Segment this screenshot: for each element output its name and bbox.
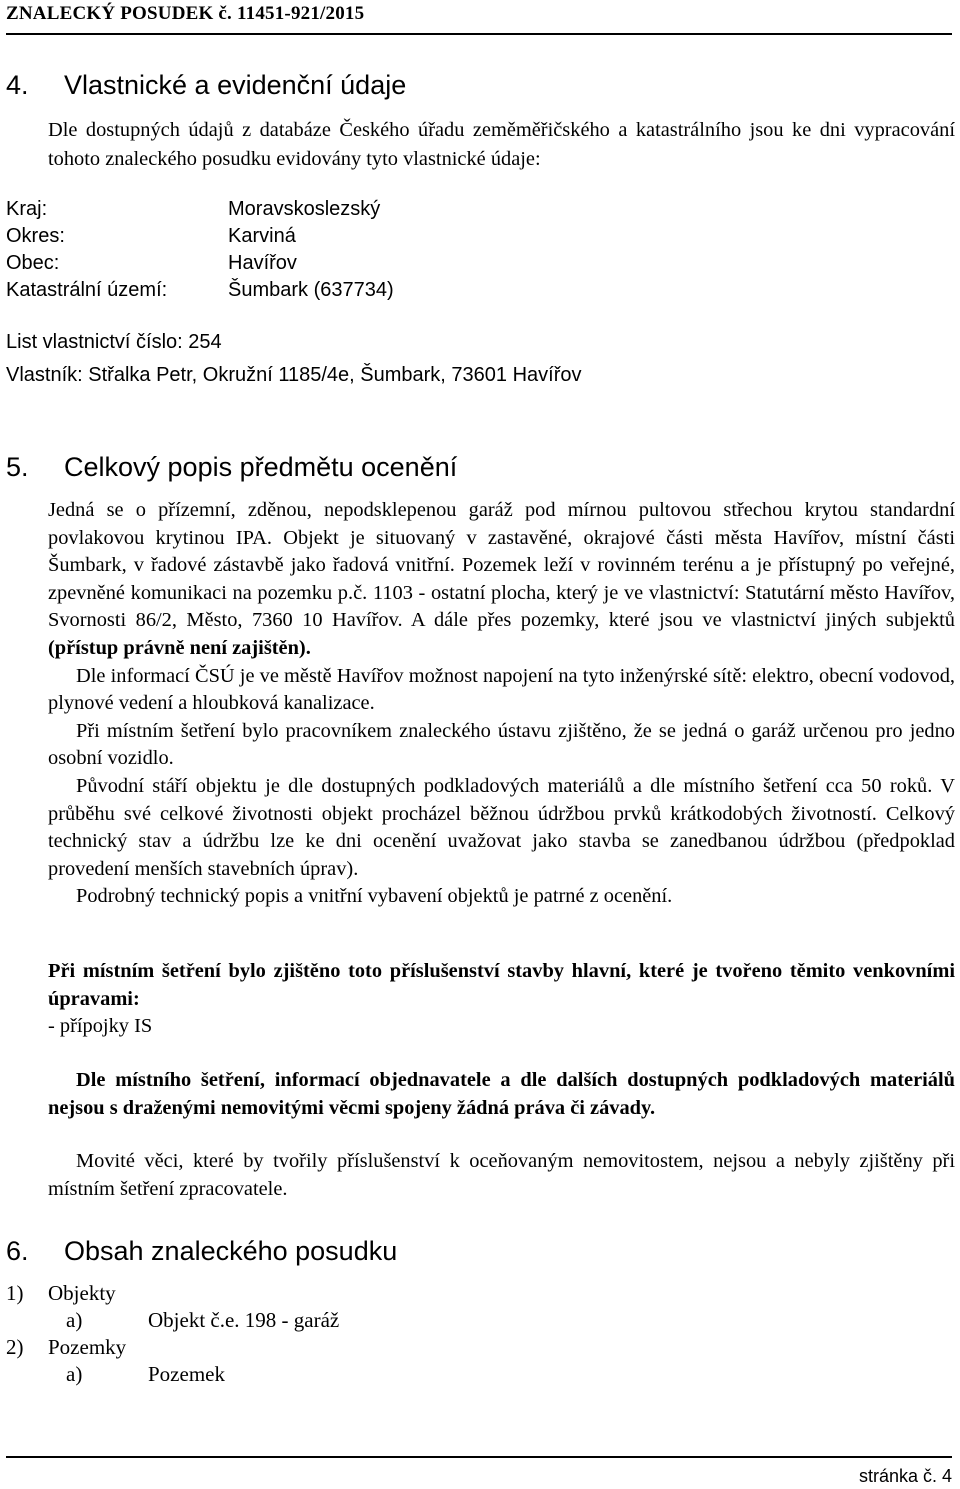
section-4-heading [6, 70, 406, 101]
header-divider [6, 33, 952, 35]
ownership-sheet-value: 254 [188, 331, 222, 353]
document-header-title: ZNALECKÝ POSUDEK č. 11451-921/2015 [6, 3, 365, 24]
sublist-item-letter: a) [66, 1362, 83, 1386]
sublist-item-letter: a) [66, 1308, 83, 1332]
district-label: Okres: [6, 225, 65, 247]
ownership-sheet-line [6, 331, 222, 354]
list-item-text: Objekty [48, 1281, 116, 1305]
inspection-paragraph: Při místním šetření bylo pracovníkem znaleckého ústavu zjištěno, že se jedná o garáž určenou pro jedno osobní vozidlo. [48, 719, 955, 770]
section-6-title: Obsah znaleckého posudku [64, 1236, 398, 1266]
section-5-heading [6, 452, 457, 483]
details-paragraph: Podrobný technický popis a vnitřní vybavení objektů je patrné z ocenění. [76, 885, 673, 908]
footer-divider [6, 1456, 952, 1458]
access-not-secured-note: (přístup právně není zajištěn). [48, 636, 311, 659]
municipality-value: Havířov [228, 252, 297, 274]
region-label: Kraj: [6, 198, 48, 220]
municipality-label: Obec: [6, 252, 60, 274]
content-list-item-2 [6, 1334, 127, 1362]
section-4-number: 4. [6, 70, 29, 100]
section-6-number: 6. [6, 1236, 29, 1266]
sublist-item-text: Objekt č.e. 198 - garáž [148, 1308, 340, 1332]
encumbrance-paragraph [48, 1067, 955, 1122]
content-sublist-item-2 [66, 1361, 225, 1389]
section-5-title: Celkový popis předmětu ocenění [64, 452, 458, 482]
section-6-heading [6, 1236, 397, 1267]
owner-line [6, 364, 581, 387]
owner-label: Vlastník: [6, 364, 83, 386]
section-4-title: Vlastnické a evidenční údaje [64, 70, 407, 100]
section-4-intro: Dle dostupných údajů z databáze Českého úřadu zeměměřičského a katastrálního jsou ke dni vypracování tohoto znaleckého posudku evidovány tyto vlastnické údaje: [48, 119, 955, 170]
district-value: Karviná [228, 225, 296, 247]
age-paragraph: Původní stáří objektu je dle dostupných podkladových materiálů a dle místního šetření cca 50 roků. V průběhu své celkové životnosti objekt procházel běžnou údržbou prvků krátkodobých životností. Celkový technický stav a údržbu lze ke dni ocenění uvažovat jako stavba se zanedbanou údržbou (předpoklad provedení menších stavebních úprav). [48, 774, 955, 880]
ownership-sheet-label: List vlastnictví číslo: [6, 331, 183, 353]
cadastral-area-label: Katastrální území: [6, 279, 168, 301]
page-number: stránka č. 4 [858, 1466, 952, 1486]
list-item-text: Pozemky [48, 1335, 127, 1359]
utilities-paragraph: Dle informací ČSÚ je ve městě Havířov možnost napojení na tyto inženýrské sítě: elektro, obecní vodovod, plynové vedení a hloubková kanalizace. [48, 664, 955, 715]
region-value: Moravskoslezský [228, 198, 381, 220]
accessories-item: - přípojky IS [48, 1015, 153, 1037]
list-item-number: 1) [6, 1281, 24, 1305]
section-5-body [48, 497, 955, 911]
sublist-item-text: Pozemek [148, 1362, 225, 1386]
accessories-title: Při místním šetření bylo zjištěno toto příslušenství stavby hlavní, které je tvořeno těmito venkovními úpravami: [48, 960, 955, 1010]
cadastral-area-value: Šumbark (637734) [228, 279, 394, 301]
description-text: Jedná se o přízemní, zděnou, nepodsklepenou garáž pod mírnou pultovou střechou krytou standardní povlakovou krytinou IPA. Objekt je situovaný v zastavěné, okrajové části města Havířov, místní části Šumbark, v řadové zástavbě jako řadová vnitřní. Pozemek leží v rovinném terénu a je přístupný po veřejné, zpevněné komunikaci na pozemku p.č. 1103 - ostatní plocha, který je ve vlastnictví: Statutární město Havířov, Svornosti 86/2, Město, 7360 10 Havířov. A dále přes pozemky, které jsou ve vlastnictví jiných subjektů [48, 499, 955, 632]
movables-paragraph [48, 1148, 955, 1203]
list-item-number: 2) [6, 1335, 24, 1359]
content-sublist-item-1 [66, 1307, 340, 1335]
content-list-item-1 [6, 1280, 116, 1308]
movables-text: Movité věci, které by tvořily příslušenství k oceňovaným nemovitostem, nejsou a nebyly zjištěny při místním šetření zpracovatele. [48, 1150, 955, 1200]
section-5-number: 5. [6, 452, 29, 482]
description-paragraph [48, 497, 955, 663]
owner-value: Střalka Petr, Okružní 1185/4e, Šumbark, 73601 Havířov [88, 364, 582, 386]
encumbrance-text: Dle místního šetření, informací objednavatele a dle dalších dostupných podkladových materiálů nejsou s draženými nemovitými věcmi spojeny žádná práva či závady. [48, 1069, 955, 1119]
